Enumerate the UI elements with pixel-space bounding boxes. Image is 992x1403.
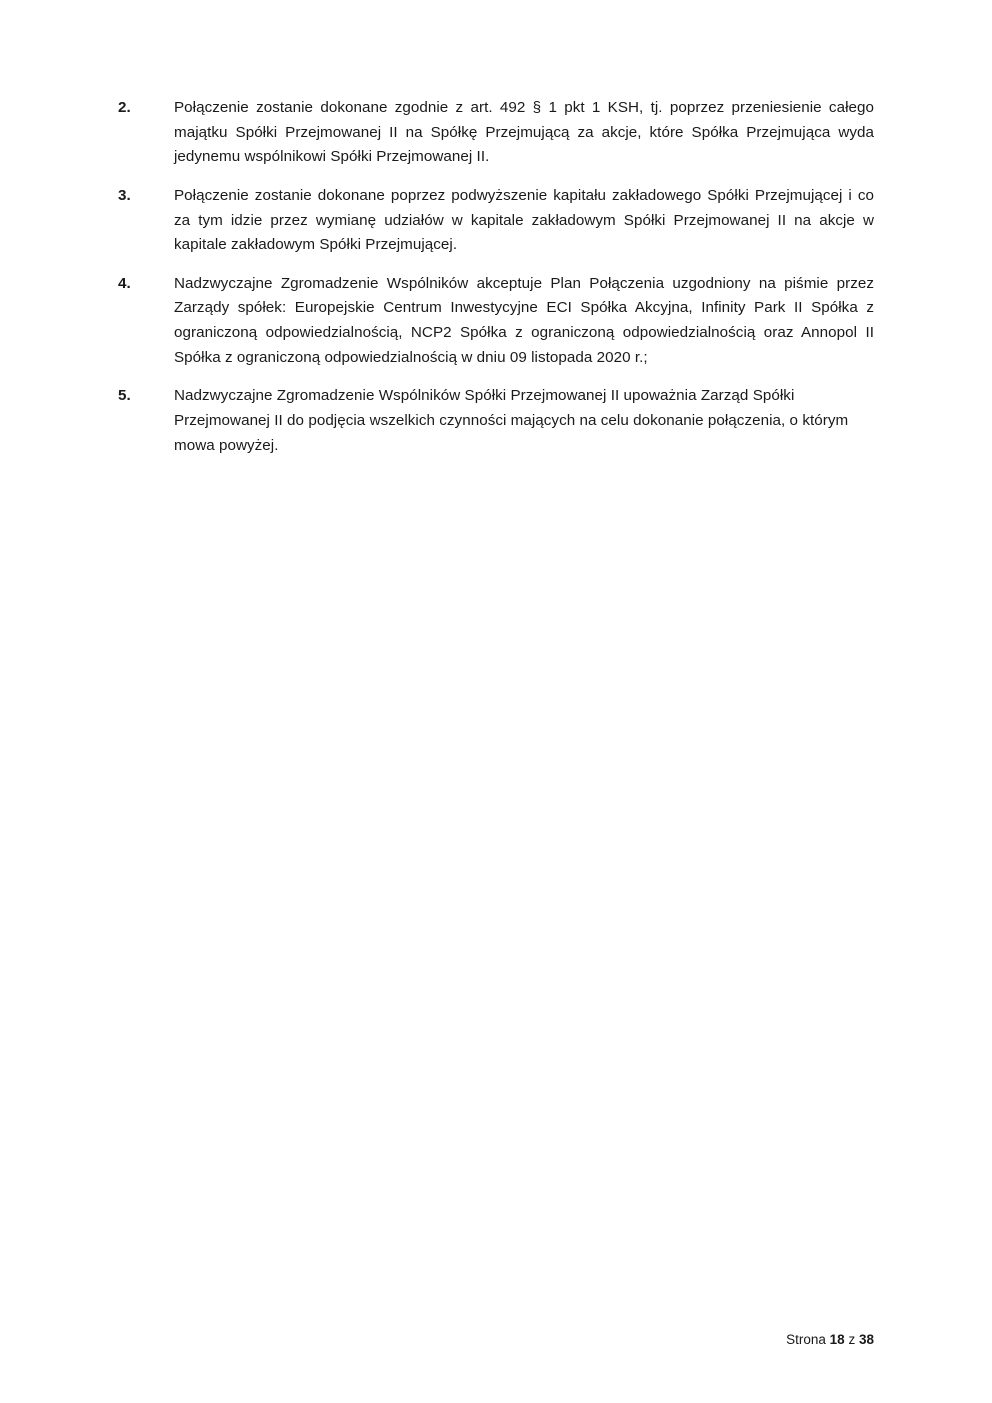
footer-current-page: 18 (829, 1332, 845, 1347)
list-item-number: 2. (118, 99, 131, 116)
footer-separator: z (844, 1332, 859, 1347)
footer-total-pages: 38 (858, 1332, 874, 1347)
list-item-number: 4. (118, 274, 131, 292)
list-item (118, 272, 874, 371)
document-content (118, 96, 874, 458)
list-item-text: Nadzwyczajne Zgromadzenie Wspólników akceptuje Plan Połączenia uzgodniony na piśmie przez Zarządy spółek: Europejskie Centrum Inwestycyjne ECI Spółka Akcyjna, Infinity Park II Spółka z ograniczoną odpowiedzialnością, NCP2 Spółka z ograniczoną odpowiedzialnością oraz Annopol II Spółka z ograniczoną odpowiedzialnością w dniu 09 listopada 2020 r.; (174, 274, 874, 366)
footer-prefix: Strona (786, 1332, 830, 1347)
list-item-text: Połączenie zostanie dokonane zgodnie z art. 492 § 1 pkt 1 KSH, tj. poprzez przeniesienie całego majątku Spółki Przejmowanej II na Spółkę Przejmującą za akcje, które Spółka Przejmująca wyda jedynemu wspólnikowi Spółki Przejmowanej II. (174, 99, 874, 166)
list-item (118, 184, 874, 258)
list-item-text: Połączenie zostanie dokonane poprzez podwyższenie kapitału zakładowego Spółki Przejmującej i co za tym idzie przez wymianę udziałów w kapitale zakładowym Spółki Przejmowanej II na akcje w kapitale zakładowym Spółki Przejmującej. (174, 186, 874, 254)
list-item-number: 5. (118, 387, 131, 405)
list-item-text: Nadzwyczajne Zgromadzenie Wspólników Spółki Przejmowanej II upoważnia Zarząd Spółki Przejmowanej II do podjęcia wszelkich czynności mających na celu dokonanie połączenia, o którym mowa powyżej. (174, 387, 849, 454)
list-item (118, 96, 874, 170)
list-item-number: 3. (118, 186, 131, 204)
page-footer (118, 1332, 874, 1347)
list-item (118, 384, 874, 458)
